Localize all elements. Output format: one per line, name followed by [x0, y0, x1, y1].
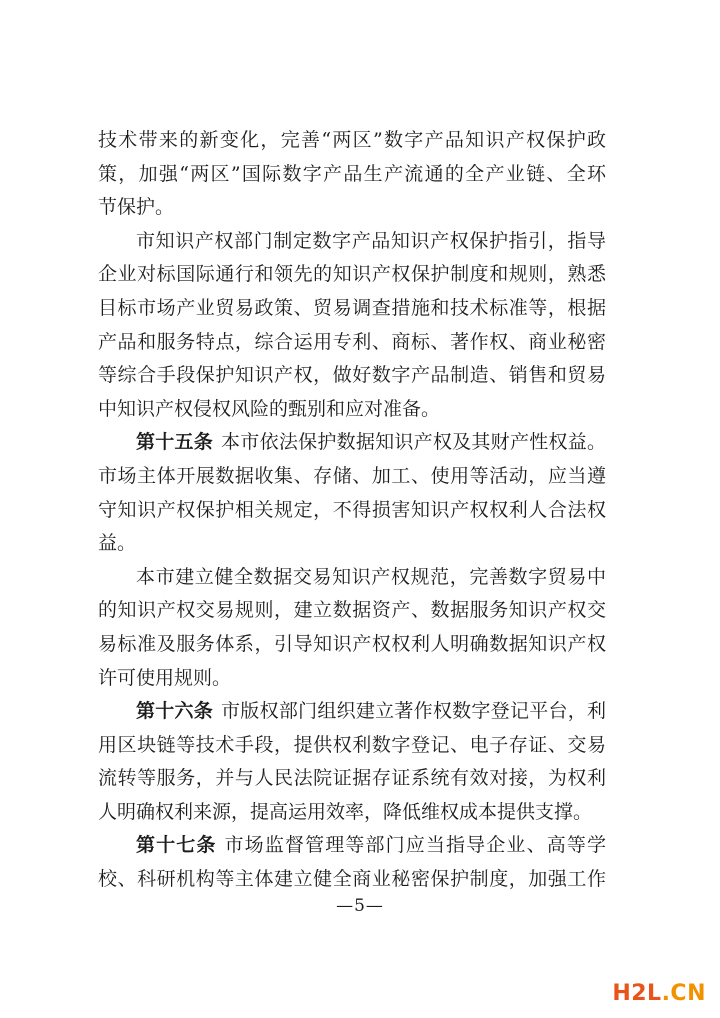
text-line: 益。 [98, 532, 137, 555]
article-heading: 第十七条 [136, 834, 217, 857]
text-line: 技术带来的新变化，完善“两区”数字产品知识产权保护政 [98, 129, 606, 151]
article-text: 本市依法保护数据知识产权及其财产性权益。 [221, 431, 606, 454]
document-body [98, 124, 606, 897]
text-line: 策，加强“两区”国际数字产品生产流通的全产业链、全环 [98, 162, 606, 185]
text-line: 市场主体开展数据收集、存储、加工、使用等活动，应当遵 [98, 464, 606, 487]
text-line: 节保护。 [98, 196, 175, 219]
text-line: 许可使用规则。 [98, 666, 232, 689]
text-line: 守知识产权保护相关规定，不得损害知识产权权利人合法权 [98, 498, 606, 521]
article-heading: 第十六条 [136, 700, 214, 723]
text-line: 目标市场产业贸易政策、贸易调查措施和技术标准等，根据 [98, 296, 606, 319]
article-line [98, 829, 606, 863]
watermark-part-b: .CN [661, 981, 706, 1006]
text-line: 市知识产权部门制定数字产品知识产权保护指引，指导 [136, 229, 606, 252]
text-line: 等综合手段保护知识产权，做好数字产品制造、销售和贸易 [98, 364, 606, 387]
text-line: 流转等服务，并与人民法院证据存证系统有效对接，为权利 [98, 767, 606, 790]
article-line [98, 695, 606, 729]
watermark-part-a: H2L [612, 981, 662, 1006]
text-line: 企业对标国际通行和领先的知识产权保护制度和规则，熟悉 [98, 263, 606, 286]
text-line: 校、科研机构等主体建立健全商业秘密保护制度，加强工作 [98, 868, 606, 891]
article-heading: 第十五条 [136, 431, 214, 454]
page-number: —5— [336, 896, 384, 916]
text-line: 产品和服务特点，综合运用专利、商标、著作权、商业秘密 [98, 330, 606, 353]
text-line: 易标准及服务体系，引导知识产权权利人明确数据知识产权 [98, 632, 606, 655]
text-line: 本市建立健全数据交易知识产权规范，完善数字贸易中 [136, 565, 606, 588]
article-line [98, 426, 606, 460]
site-watermark-logo [612, 981, 706, 1006]
text-line: 的知识产权交易规则，建立数据资产、数据服务知识产权交 [98, 599, 606, 622]
text-line: 用区块链等技术手段，提供权利数字登记、电子存证、交易 [98, 733, 606, 756]
article-text: 市场监督管理等部门应当指导企业、高等学 [224, 834, 606, 857]
article-text: 市版权部门组织建立著作权数字登记平台，利 [221, 700, 606, 723]
text-line: 人明确权利来源，提高运用效率，降低维权成本提供支撑。 [98, 800, 593, 823]
text-line: 中知识产权侵权风险的甄别和应对准备。 [98, 397, 441, 420]
